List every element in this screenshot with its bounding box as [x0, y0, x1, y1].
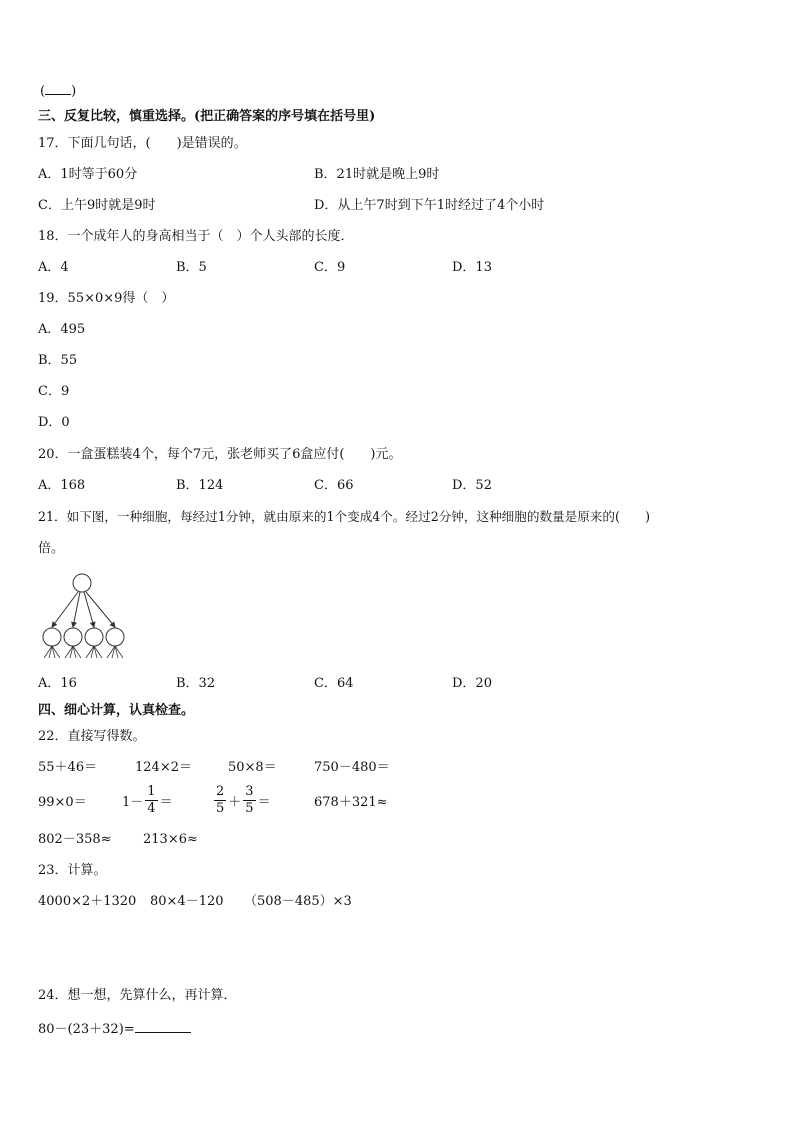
question-19-option-d: D．0	[38, 415, 70, 430]
question-17-option-d: D．从上午7时到下午1时经过了4个小时	[314, 198, 545, 213]
question-21-stem: 21．如下图，一种细胞，每经过1分钟，就由原来的1个变成4个。经过2分钟，这种细胞的数量是原来的( )	[38, 509, 651, 524]
section-4-title: 四、细心计算，认真检查。	[38, 703, 195, 718]
question-18-option-c: C．9	[314, 260, 346, 275]
calc-item: 4000×2＋1320	[38, 894, 137, 909]
calc-item: 99×0＝	[38, 795, 87, 810]
child-cell	[64, 628, 82, 646]
question-17-option-c: C．上午9时就是9时	[38, 198, 156, 213]
answer-blank-line: ( )	[40, 80, 76, 101]
question-18-option-d: D．13	[452, 260, 492, 275]
question-21-option-d: D．20	[452, 676, 492, 691]
question-17-option-b: B．21时就是晚上9时	[314, 167, 440, 182]
calc-item: 213×6≈	[143, 832, 198, 847]
calc-item-fraction-subtract: 1－ $\frac{1}{4}$ ＝	[122, 784, 173, 816]
question-17-option-a: A．1时等于60分	[38, 167, 138, 182]
question-18-option-b: B．5	[176, 260, 207, 275]
question-21-option-a: A．16	[38, 676, 77, 691]
question-20-option-c: C．66	[314, 478, 354, 493]
question-20-option-b: B．124	[176, 478, 224, 493]
question-19-option-b: B．55	[38, 353, 78, 368]
question-19-option-a: A．495	[38, 322, 86, 337]
child-cell	[43, 628, 61, 646]
calc-item: 50×8＝	[228, 760, 277, 775]
question-23-stem: 23．计算。	[38, 863, 107, 878]
question-17-stem: 17．下面几句话，( )是错误的。	[38, 136, 247, 151]
cell-division-diagram	[36, 570, 140, 662]
question-21-option-c: C．64	[314, 676, 354, 691]
answer-blank[interactable]	[45, 80, 71, 95]
question-20-option-a: A．168	[38, 478, 86, 493]
calc-item: 802－358≈	[38, 832, 112, 847]
question-18-stem: 18．一个成年人的身高相当于（ ）个人头部的长度．	[38, 229, 354, 244]
child-cell	[85, 628, 103, 646]
answer-blank[interactable]	[135, 1018, 191, 1033]
question-20-option-d: D．52	[452, 478, 492, 493]
calc-item-fraction-add: $\frac{2}{5}$ ＋ $\frac{3}{5}$ ＝	[216, 784, 271, 816]
child-cell	[106, 628, 124, 646]
fraction: $\frac{2}{5}$	[216, 784, 225, 816]
section-3-title: 三、反复比较，慎重选择。(把正确答案的序号填在括号里)	[38, 109, 376, 124]
calc-item: 678＋321≈	[314, 795, 388, 810]
fraction: $\frac{3}{5}$	[245, 784, 254, 816]
question-19-stem: 19．55×0×9得（ ）	[38, 291, 175, 306]
question-24-expression: 80－(23＋32)=	[38, 1018, 191, 1039]
question-18-option-a: A．4	[38, 260, 69, 275]
question-22-stem: 22．直接写得数。	[38, 729, 146, 744]
parent-cell	[73, 574, 91, 592]
calc-item: 750－480＝	[314, 760, 390, 775]
question-19-option-c: C．9	[38, 384, 70, 399]
question-24-stem: 24．想一想，先算什么，再计算．	[38, 988, 237, 1003]
calc-item: （508－485）×3	[244, 894, 352, 909]
fraction: $\frac{1}{4}$	[147, 784, 156, 816]
question-21-stem-cont: 倍。	[38, 541, 65, 556]
calc-item: 124×2＝	[135, 760, 192, 775]
calc-item: 55＋46＝	[38, 760, 98, 775]
calc-item: 80×4－120	[150, 894, 224, 909]
question-20-stem: 20．一盒蛋糕装4个，每个7元，张老师买了6盒应付( )元。	[38, 447, 402, 462]
question-21-option-b: B．32	[176, 676, 216, 691]
